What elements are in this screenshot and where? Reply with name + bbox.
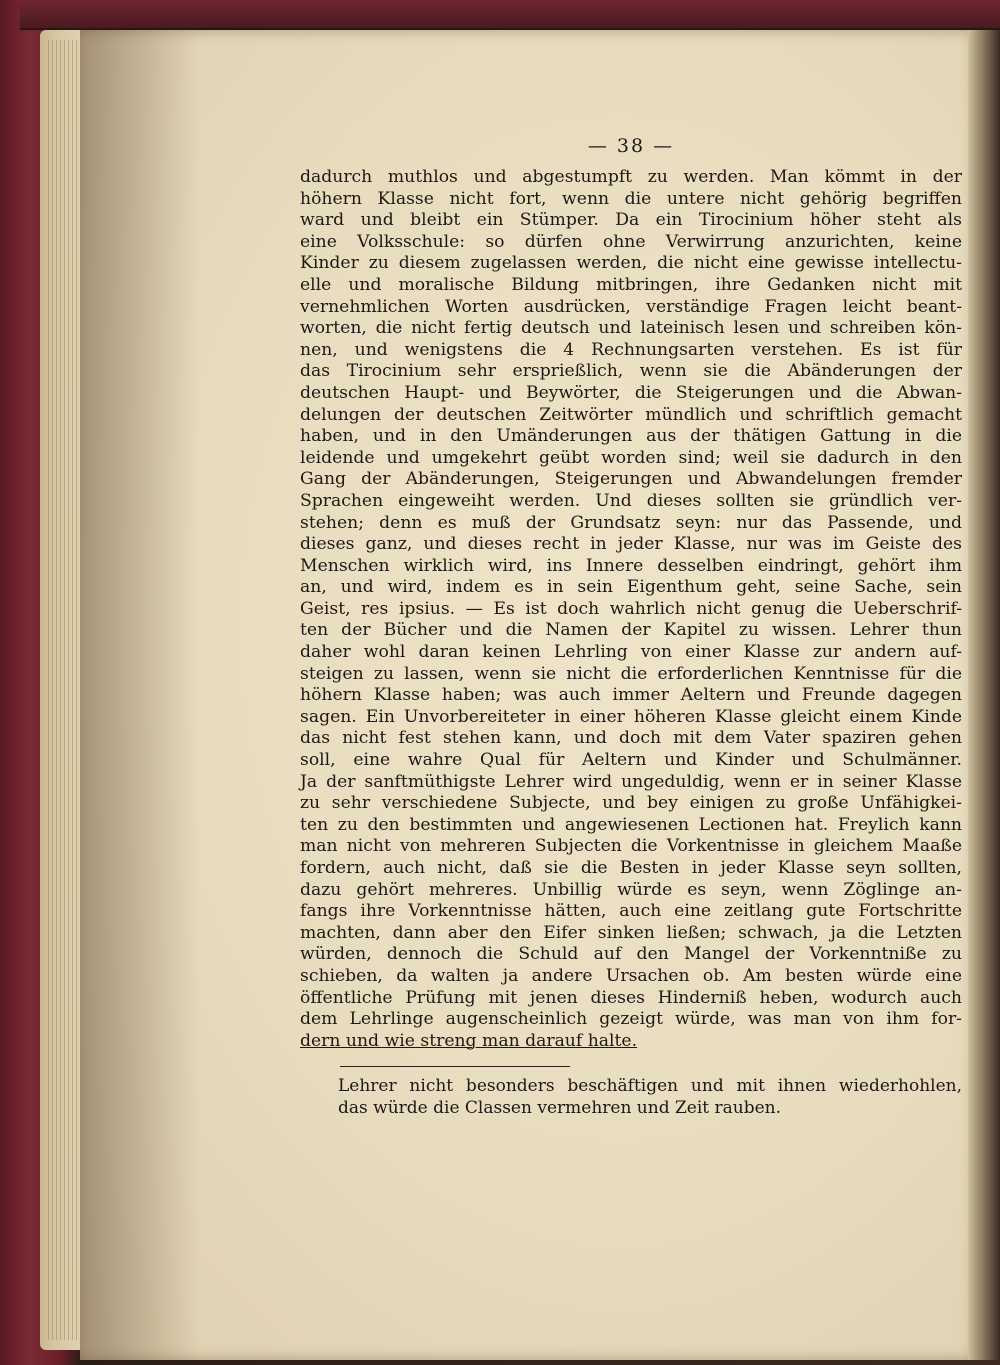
text-line: fordern, auch nicht, daß sie die Besten in jeder Klasse seyn sollten, [300, 858, 962, 878]
text-line: fangs ihre Vorkenntnisse hätten, auch eine zeitlang gute Fortschritte [300, 901, 962, 922]
text-line: höhern Klasse nicht fort, wenn die untere nicht gehörig begriffen [300, 188, 962, 209]
text-line: dern und wie streng man darauf halte. [300, 1030, 638, 1051]
text-line: Kinder zu diesem zugelassen werden, die nicht eine gewisse intellectu- [300, 253, 962, 274]
text-line: Menschen wirklich wird, ins Innere desselben eindringt, gehört ihm [300, 555, 962, 576]
footnote-line: das würde die Classen vermehren und Zeit rauben. [338, 1098, 782, 1119]
text-line: vernehmlichen Worten ausdrücken, verständige Fragen leicht beant- [300, 296, 962, 317]
text-line: soll, eine wahre Qual für Aeltern und Kinder und Schulmänner. [300, 750, 962, 771]
text-line: Ja der sanftmüthigste Lehrer wird ungeduldig, wenn er in seiner Klasse [300, 771, 962, 792]
text-line: daher wohl daran keinen Lehrling von einer Klasse zur andern auf- [300, 642, 962, 663]
text-line: leidende und umgekehrt geübt worden sind; weil sie dadurch in den [300, 447, 962, 468]
text-line: haben, und in den Umänderungen aus der thätigen Gattung in die [300, 426, 962, 447]
text-line: schieben, da walten ja andere Ursachen ob. Am besten würde eine [300, 965, 962, 986]
page-number: — 38 — [587, 135, 675, 157]
text-line: zu sehr verschiedene Subjecte, und bey einigen zu große Unfähigkei- [300, 793, 962, 814]
text-line: ten zu den bestimmten und angewiesenen Lectionen hat. Freylich kann [300, 814, 962, 835]
text-line: Sprachen eingeweiht werden. Und dieses sollten sie gründlich ver- [300, 490, 962, 511]
text-line: dadurch muthlos und abgestumpft zu werden. Man kömmt in der [300, 167, 962, 187]
text-line: machten, dann aber den Eifer sinken ließen; schwach, ja die Letzten [300, 922, 962, 943]
text-line: dem Lehrlinge augenscheinlich gezeigt würde, was man von ihm for- [300, 1009, 962, 1030]
text-line: Geist, res ipsius. — Es ist doch wahrlich nicht genug die Ueberschrif- [300, 598, 962, 619]
footnote-line: Lehrer nicht besonders beschäftigen und mit ihnen wiederhohlen, [338, 1076, 962, 1097]
text-line: würden, dennoch die Schuld auf den Mangel der Vorkenntniße zu [300, 944, 962, 965]
text-line: höhern Klasse haben; was auch immer Aeltern und Freunde dagegen [300, 685, 962, 706]
text-line: elle und moralische Bildung mitbringen, ihre Gedanken nicht mit [300, 274, 962, 295]
text-line: ward und bleibt ein Stümper. Da ein Tirocinium höher steht als [300, 210, 962, 231]
page-right-edge [968, 30, 1000, 1360]
text-line: dieses ganz, und dieses recht in jeder Klasse, nur was im Geiste des [300, 534, 962, 555]
text-line: das nicht fest stehen kann, und doch mit dem Vater spaziren gehen [300, 728, 962, 749]
cover-top-edge [20, 0, 1000, 30]
text-line: worten, die nicht fertig deutsch und lateinisch lesen und schreiben kön- [300, 318, 962, 339]
page-content [300, 135, 962, 1119]
text-line: man nicht von mehreren Subjecten die Vorkentnisse in gleichem Maaße [300, 836, 962, 857]
text-line: an, und wird, indem es in sein Eigenthum geht, seine Sache, sein [300, 577, 962, 598]
text-line: Gang der Abänderungen, Steigerungen und Abwandelungen fremder [300, 469, 962, 490]
text-line: öffentliche Prüfung mit jenen dieses Hinderniß heben, wodurch auch [300, 987, 962, 1008]
text-line: eine Volksschule: so dürfen ohne Verwirrung anzurichten, keine [300, 231, 962, 252]
text-line: steigen zu lassen, wenn sie nicht die erforderlichen Kenntnisse für die [300, 663, 962, 684]
text-line: deutschen Haupt- und Beywörter, die Steigerungen und die Abwan- [300, 382, 962, 403]
text-line: das Tirocinium sehr ersprießlich, wenn sie die Abänderungen der [300, 361, 962, 382]
text-line: sagen. Ein Unvorbereiteter in einer höheren Klasse gleicht einem Kinde [300, 706, 962, 727]
footnote-divider [340, 1066, 570, 1067]
text-line: delungen der deutschen Zeitwörter mündlich und schriftlich gemacht [300, 404, 962, 425]
text-line: nen, und wenigstens die 4 Rechnungsarten verstehen. Es ist für [300, 339, 962, 360]
text-line: stehen; denn es muß der Grundsatz seyn: nur das Passende, und [300, 512, 962, 533]
text-line: dazu gehört mehreres. Unbillig würde es seyn, wenn Zöglinge an- [300, 879, 962, 900]
footnote [300, 1075, 962, 1119]
text-line: ten der Bücher und die Namen der Kapitel zu wissen. Lehrer thun [300, 620, 962, 641]
body-text [300, 167, 962, 1052]
